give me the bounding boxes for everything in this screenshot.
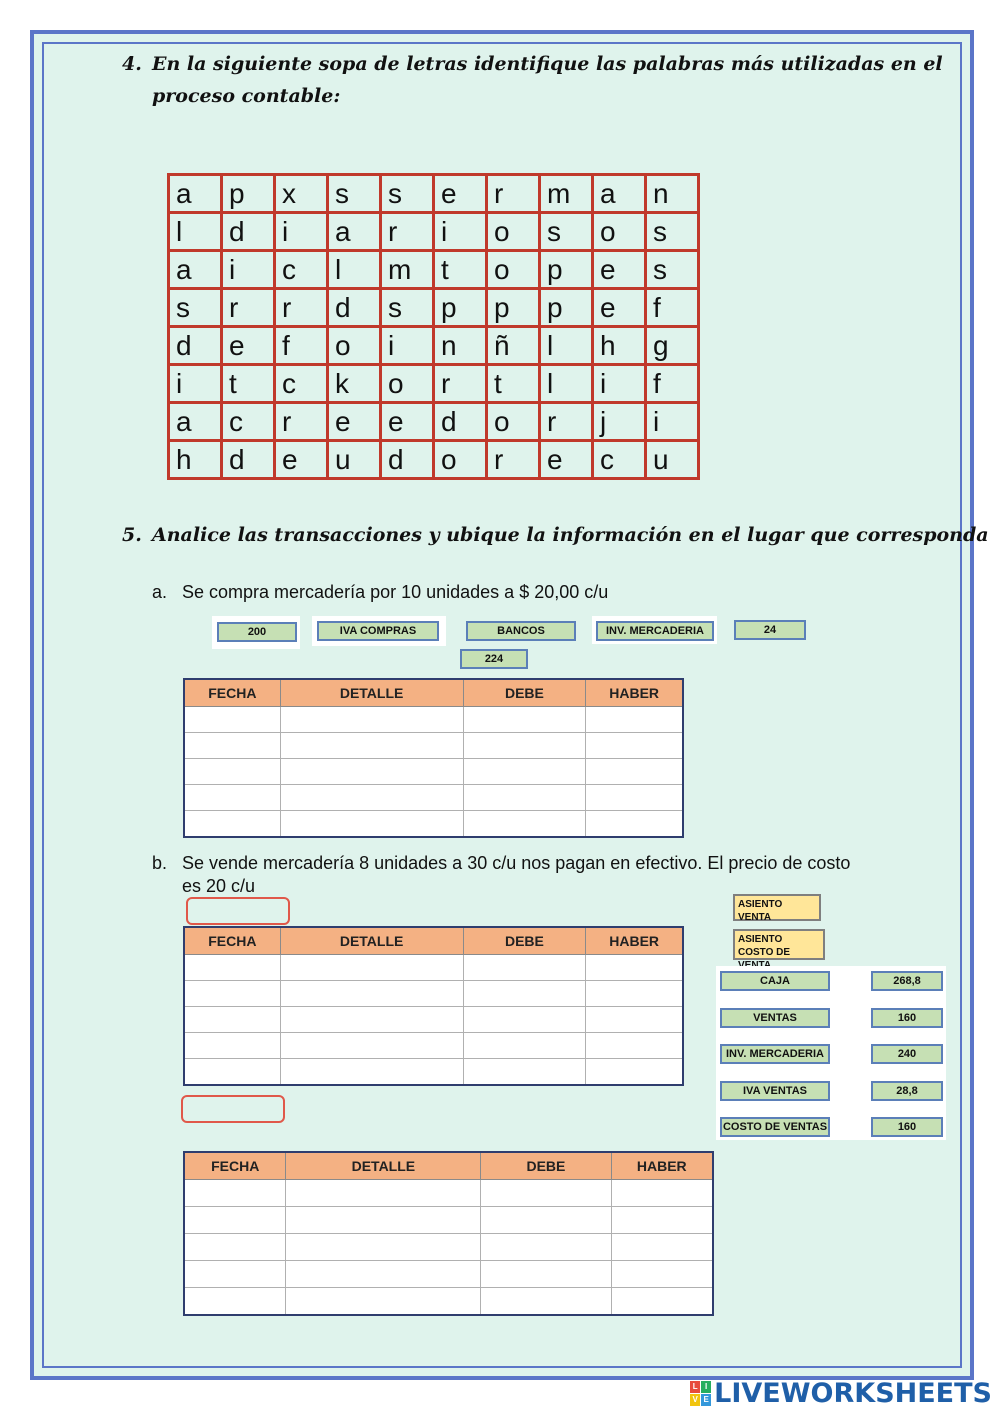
draggable-chip-160-b[interactable]: 160 <box>871 1117 943 1137</box>
part-a-marker: a. <box>152 582 168 602</box>
word-search-cell[interactable]: g <box>646 327 699 365</box>
ledger-cell-haber[interactable] <box>586 1033 683 1059</box>
word-search-row <box>169 403 699 441</box>
ledger-cell-debe[interactable] <box>481 1207 611 1234</box>
word-search-cell[interactable]: a <box>169 175 222 213</box>
part-b-marker: b. <box>152 853 168 873</box>
ledger-cell-debe[interactable] <box>463 785 586 811</box>
ledger-cell-fecha[interactable] <box>184 1180 286 1207</box>
ledger-cell-debe[interactable] <box>463 811 586 838</box>
logo-block: L <box>690 1381 700 1393</box>
ledger-cell-debe[interactable] <box>481 1180 611 1207</box>
drop-zone-asiento-1[interactable] <box>186 897 290 925</box>
word-search-cell[interactable]: s <box>328 175 381 213</box>
word-search-cell[interactable]: l <box>540 327 593 365</box>
word-search-cell[interactable]: r <box>275 403 328 441</box>
ledger-cell-detalle[interactable] <box>280 1059 463 1086</box>
ledger-cell-fecha[interactable] <box>184 785 280 811</box>
draggable-chip-160[interactable]: 160 <box>871 1008 943 1028</box>
word-search-row <box>169 327 699 365</box>
draggable-chip-inv-mercaderia[interactable]: INV. MERCADERIA <box>720 1044 830 1064</box>
draggable-chip-iva-compras[interactable]: IVA COMPRAS <box>317 621 439 641</box>
word-search-cell[interactable]: d <box>434 403 487 441</box>
ledger-row <box>184 759 683 785</box>
ledger-cell-haber[interactable] <box>586 759 683 785</box>
word-search-cell[interactable]: f <box>646 365 699 403</box>
word-search-cell[interactable]: e <box>328 403 381 441</box>
word-search-cell[interactable]: e <box>275 441 328 479</box>
draggable-chip-240[interactable]: 240 <box>871 1044 943 1064</box>
ledger-cell-debe[interactable] <box>463 1059 586 1086</box>
word-search-row <box>169 251 699 289</box>
ledger-cell-haber[interactable] <box>611 1234 713 1261</box>
word-search-cell[interactable]: x <box>275 175 328 213</box>
ledger-row <box>184 1207 713 1234</box>
question-4-line1: En la siguiente sopa de letras identifique las palabras más utilizadas en el <box>152 53 943 75</box>
word-search-cell[interactable]: a <box>593 175 646 213</box>
part-b-text-line1: Se vende mercadería 8 unidades a 30 c/u nos pagan en efectivo. El precio de costo <box>182 853 851 873</box>
ledger-cell-detalle[interactable] <box>286 1261 481 1288</box>
word-search-cell[interactable]: i <box>222 251 275 289</box>
ledger-cell-fecha[interactable] <box>184 1207 286 1234</box>
word-search-cell[interactable]: h <box>169 441 222 479</box>
word-search-cell[interactable]: p <box>434 289 487 327</box>
word-search-cell[interactable]: e <box>593 251 646 289</box>
word-search-cell[interactable]: p <box>222 175 275 213</box>
ledger-cell-fecha[interactable] <box>184 759 280 785</box>
draggable-chip-inv-mercaderia[interactable]: INV. MERCADERIA <box>596 621 714 641</box>
word-search-cell[interactable]: e <box>540 441 593 479</box>
word-search-cell[interactable]: o <box>487 403 540 441</box>
word-search-cell[interactable]: ñ <box>487 327 540 365</box>
ledger-cell-fecha[interactable] <box>184 955 280 981</box>
word-search-cell[interactable]: e <box>222 327 275 365</box>
ledger-row <box>184 1059 683 1086</box>
ledger-cell-debe[interactable] <box>481 1234 611 1261</box>
word-search-cell[interactable]: r <box>487 175 540 213</box>
word-search-cell[interactable]: o <box>593 213 646 251</box>
ledger-row <box>184 981 683 1007</box>
word-search-cell[interactable]: o <box>487 213 540 251</box>
ledger-cell-fecha[interactable] <box>184 1261 286 1288</box>
header-haber: HABER <box>611 1152 713 1180</box>
draggable-chip-28-8[interactable]: 28,8 <box>871 1081 943 1101</box>
logo-block: V <box>690 1394 700 1406</box>
word-search-cell[interactable]: h <box>593 327 646 365</box>
draggable-chip-iva-ventas[interactable]: IVA VENTAS <box>720 1081 830 1101</box>
word-search-cell[interactable]: s <box>169 289 222 327</box>
header-fecha: FECHA <box>184 679 280 707</box>
ledger-cell-fecha[interactable] <box>184 1288 286 1316</box>
word-search-cell[interactable]: d <box>328 289 381 327</box>
ledger-row <box>184 785 683 811</box>
word-search-cell[interactable]: u <box>328 441 381 479</box>
word-search-cell[interactable]: k <box>328 365 381 403</box>
word-search-cell[interactable]: i <box>593 365 646 403</box>
draggable-chip-asiento-costo-venta[interactable]: ASIENTO COSTO DE <box>733 929 825 960</box>
ledger-row <box>184 1007 683 1033</box>
ledger-row <box>184 1180 713 1207</box>
word-search-cell[interactable]: c <box>222 403 275 441</box>
ledger-header-row <box>184 679 683 707</box>
header-fecha: FECHA <box>184 927 280 955</box>
header-debe: DEBE <box>463 679 586 707</box>
ledger-table-b1 <box>183 926 684 1086</box>
word-search-cell[interactable]: i <box>381 327 434 365</box>
question-4-number: 4. <box>122 53 142 75</box>
word-search-row <box>169 441 699 479</box>
word-search-cell[interactable]: m <box>540 175 593 213</box>
word-search-cell[interactable]: o <box>487 251 540 289</box>
ledger-cell-fecha[interactable] <box>184 811 280 838</box>
word-search-cell[interactable]: r <box>222 289 275 327</box>
ledger-cell-fecha[interactable] <box>184 981 280 1007</box>
ledger-cell-detalle[interactable] <box>286 1207 481 1234</box>
word-search-cell[interactable]: s <box>540 213 593 251</box>
word-search-cell[interactable]: s <box>381 289 434 327</box>
header-haber: HABER <box>586 679 683 707</box>
ledger-header-row <box>184 927 683 955</box>
word-search-cell[interactable]: p <box>487 289 540 327</box>
word-search-cell[interactable]: j <box>593 403 646 441</box>
ledger-table-b2 <box>183 1151 714 1316</box>
draggable-chip-200[interactable]: 200 <box>217 622 297 642</box>
ledger-cell-haber[interactable] <box>586 1059 683 1086</box>
word-search-grid <box>167 173 700 480</box>
word-search-row <box>169 175 699 213</box>
ledger-cell-detalle[interactable] <box>280 733 463 759</box>
part-b-text-line2: es 20 c/u <box>182 876 256 896</box>
word-search-cell[interactable]: r <box>381 213 434 251</box>
draggable-chip-268-8[interactable]: 268,8 <box>871 971 943 991</box>
word-search-cell[interactable]: d <box>169 327 222 365</box>
ledger-cell-fecha[interactable] <box>184 1007 280 1033</box>
ledger-cell-haber[interactable] <box>586 1007 683 1033</box>
ledger-cell-fecha[interactable] <box>184 733 280 759</box>
word-search-cell[interactable]: r <box>434 365 487 403</box>
word-search-cell[interactable]: t <box>434 251 487 289</box>
ledger-row <box>184 1033 683 1059</box>
word-search-row <box>169 289 699 327</box>
word-search-cell[interactable]: c <box>275 251 328 289</box>
ledger-row <box>184 1234 713 1261</box>
ledger-cell-detalle[interactable] <box>280 707 463 733</box>
ledger-cell-detalle[interactable] <box>286 1234 481 1261</box>
word-search-cell[interactable]: p <box>540 289 593 327</box>
ledger-cell-fecha[interactable] <box>184 1234 286 1261</box>
ledger-cell-detalle[interactable] <box>280 759 463 785</box>
ledger-cell-haber[interactable] <box>586 811 683 838</box>
word-search-cell[interactable]: n <box>434 327 487 365</box>
header-fecha: FECHA <box>184 1152 286 1180</box>
draggable-chip-24[interactable]: 24 <box>734 620 806 640</box>
ledger-table-a <box>183 678 684 838</box>
word-search-cell[interactable]: a <box>328 213 381 251</box>
draggable-chip-bancos[interactable]: BANCOS <box>466 621 576 641</box>
header-detalle: DETALLE <box>280 679 463 707</box>
word-search-cell[interactable]: l <box>540 365 593 403</box>
word-search-cell[interactable]: m <box>381 251 434 289</box>
question-5-number: 5. <box>122 524 142 546</box>
draggable-chip-caja[interactable]: CAJA <box>720 971 830 991</box>
word-search-cell[interactable]: p <box>540 251 593 289</box>
draggable-chip-224[interactable]: 224 <box>460 649 528 669</box>
ledger-cell-detalle[interactable] <box>280 981 463 1007</box>
ledger-cell-debe[interactable] <box>481 1261 611 1288</box>
word-search-cell[interactable]: u <box>646 441 699 479</box>
ledger-cell-fecha[interactable] <box>184 1033 280 1059</box>
ledger-cell-debe[interactable] <box>463 981 586 1007</box>
ledger-cell-detalle[interactable] <box>286 1288 481 1316</box>
ledger-cell-debe[interactable] <box>481 1288 611 1316</box>
header-debe: DEBE <box>481 1152 611 1180</box>
ledger-cell-haber[interactable] <box>611 1261 713 1288</box>
word-search-cell[interactable]: e <box>593 289 646 327</box>
word-search-cell[interactable]: r <box>540 403 593 441</box>
word-search-cell[interactable]: r <box>275 289 328 327</box>
ledger-row <box>184 1288 713 1316</box>
word-search-cell[interactable]: o <box>328 327 381 365</box>
word-search-cell[interactable]: f <box>275 327 328 365</box>
ledger-cell-haber[interactable] <box>586 981 683 1007</box>
ledger-row <box>184 733 683 759</box>
word-search-cell[interactable]: c <box>275 365 328 403</box>
ledger-cell-debe[interactable] <box>463 1007 586 1033</box>
ledger-cell-fecha[interactable] <box>184 707 280 733</box>
question-4-line2: proceso contable: <box>152 85 341 107</box>
ledger-cell-detalle[interactable] <box>280 811 463 838</box>
word-search-cell[interactable]: e <box>381 403 434 441</box>
logo-text: LIVEWORKSHEETS <box>714 1377 992 1409</box>
word-search-cell[interactable]: d <box>381 441 434 479</box>
ledger-cell-debe[interactable] <box>463 707 586 733</box>
word-search-row <box>169 365 699 403</box>
word-search-cell[interactable]: t <box>487 365 540 403</box>
header-debe: DEBE <box>463 927 586 955</box>
ledger-cell-detalle[interactable] <box>280 1033 463 1059</box>
part-a-text: Se compra mercadería por 10 unidades a $ 20,00 c/u <box>182 582 609 602</box>
ledger-cell-debe[interactable] <box>463 1033 586 1059</box>
word-search-cell[interactable]: a <box>169 403 222 441</box>
header-haber: HABER <box>586 927 683 955</box>
word-search-cell[interactable]: i <box>646 403 699 441</box>
drop-zone-asiento-2[interactable] <box>181 1095 285 1123</box>
word-search-cell[interactable]: n <box>646 175 699 213</box>
word-search-cell[interactable]: s <box>381 175 434 213</box>
ledger-row <box>184 1261 713 1288</box>
word-search-cell[interactable]: o <box>434 441 487 479</box>
ledger-cell-haber[interactable] <box>611 1180 713 1207</box>
logo-block: I <box>701 1381 711 1393</box>
question-4-heading <box>122 48 943 118</box>
draggable-chip-costo-de-ventas[interactable]: COSTO DE VENTAS <box>720 1117 830 1137</box>
word-search-cell[interactable]: s <box>646 251 699 289</box>
ledger-cell-detalle[interactable] <box>286 1180 481 1207</box>
header-detalle: DETALLE <box>286 1152 481 1180</box>
draggable-chip-ventas[interactable]: VENTAS <box>720 1008 830 1028</box>
ledger-cell-haber[interactable] <box>611 1207 713 1234</box>
ledger-row <box>184 811 683 838</box>
ledger-cell-detalle[interactable] <box>280 785 463 811</box>
word-search-cell[interactable]: d <box>222 441 275 479</box>
ledger-cell-haber[interactable] <box>586 707 683 733</box>
ledger-row <box>184 955 683 981</box>
liveworksheets-logo <box>690 1376 992 1410</box>
draggable-chip-asiento-venta[interactable]: ASIENTO VENTA <box>733 894 821 921</box>
word-search-cell[interactable]: i <box>169 365 222 403</box>
word-search-cell[interactable]: i <box>275 213 328 251</box>
ledger-cell-detalle[interactable] <box>280 1007 463 1033</box>
word-search-cell[interactable]: t <box>222 365 275 403</box>
word-search-cell[interactable]: o <box>381 365 434 403</box>
ledger-header-row <box>184 1152 713 1180</box>
ledger-cell-haber[interactable] <box>586 733 683 759</box>
ledger-cell-haber[interactable] <box>586 785 683 811</box>
word-search-cell[interactable]: d <box>222 213 275 251</box>
word-search-row <box>169 213 699 251</box>
logo-blocks-icon <box>690 1381 711 1406</box>
word-search-cell[interactable]: l <box>328 251 381 289</box>
ledger-cell-debe[interactable] <box>463 759 586 785</box>
ledger-cell-debe[interactable] <box>463 955 586 981</box>
word-search-cell[interactable]: l <box>169 213 222 251</box>
question-5-heading <box>122 519 989 553</box>
word-search-cell[interactable]: a <box>169 251 222 289</box>
word-search-cell[interactable]: i <box>434 213 487 251</box>
ledger-row <box>184 707 683 733</box>
word-search-cell[interactable]: r <box>487 441 540 479</box>
ledger-cell-haber[interactable] <box>586 955 683 981</box>
word-search-cell[interactable]: e <box>434 175 487 213</box>
ledger-cell-fecha[interactable] <box>184 1059 280 1086</box>
word-search-cell[interactable]: s <box>646 213 699 251</box>
logo-block: E <box>701 1394 711 1406</box>
word-search-cell[interactable]: f <box>646 289 699 327</box>
ledger-cell-debe[interactable] <box>463 733 586 759</box>
question-5-title: Analice las transacciones y ubique la información en el lugar que corresponda <box>152 524 989 546</box>
header-detalle: DETALLE <box>280 927 463 955</box>
word-search-cell[interactable]: c <box>593 441 646 479</box>
ledger-cell-detalle[interactable] <box>280 955 463 981</box>
ledger-cell-haber[interactable] <box>611 1288 713 1316</box>
